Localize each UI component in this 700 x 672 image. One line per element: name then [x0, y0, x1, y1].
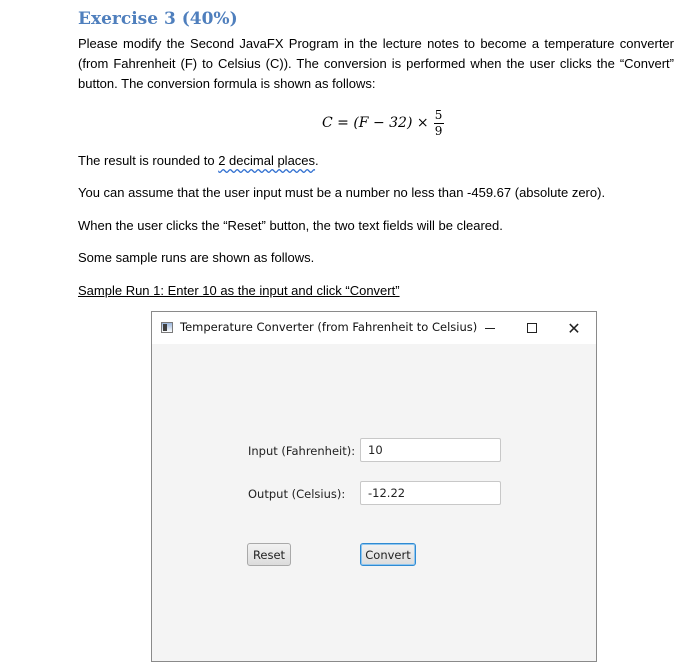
intro-paragraph: Please modify the Second JavaFX Program in the lecture notes to become a temperature converter (from Fahrenheit (F) to Celsius (C)). The conversion is performed when the user clicks the “Convert” button. The conversion formula is shown as follows:	[78, 36, 674, 91]
javafx-window	[151, 311, 597, 662]
reset-paragraph: When the user clicks the “Reset” button, the two text fields will be cleared.	[78, 218, 503, 233]
rounding-text-after: .	[315, 153, 319, 168]
window-title: Temperature Converter (from Fahrenheit to Celsius)	[180, 320, 478, 334]
minimize-button[interactable]	[470, 316, 510, 340]
conversion-formula	[322, 103, 444, 143]
formula-numerator: 5	[434, 107, 443, 122]
formula-fraction	[434, 109, 444, 138]
minimize-icon	[485, 328, 495, 329]
close-button[interactable]	[554, 316, 594, 340]
rounding-text-before: The result is rounded to	[78, 153, 219, 168]
formula-lhs: C = (F − 32) ×	[322, 115, 429, 131]
fahrenheit-input[interactable]: 10	[360, 438, 501, 462]
convert-button[interactable]: Convert	[360, 543, 416, 566]
window-titlebar[interactable]	[152, 312, 596, 344]
assumption-paragraph: You can assume that the user input must be a number no less than -459.67 (absolute zero).	[78, 185, 606, 200]
celsius-output[interactable]: -12.22	[360, 481, 501, 505]
rounding-paragraph	[78, 151, 674, 171]
maximize-button[interactable]	[512, 316, 552, 340]
input-label: Input (Fahrenheit):	[248, 444, 356, 458]
close-icon: ✕	[567, 318, 581, 338]
java-app-icon	[161, 322, 173, 333]
sample-run-title: Sample Run 1: Enter 10 as the input and click “Convert”	[78, 283, 400, 298]
rounding-highlight: 2 decimal places	[218, 153, 316, 168]
formula-denominator: 9	[434, 123, 443, 138]
maximize-icon	[527, 323, 537, 333]
output-label: Output (Celsius):	[248, 487, 346, 501]
exercise-heading: Exercise 3 (40%)	[78, 9, 238, 29]
reset-button[interactable]: Reset	[247, 543, 291, 566]
sample-intro-paragraph: Some sample runs are shown as follows.	[78, 250, 315, 265]
